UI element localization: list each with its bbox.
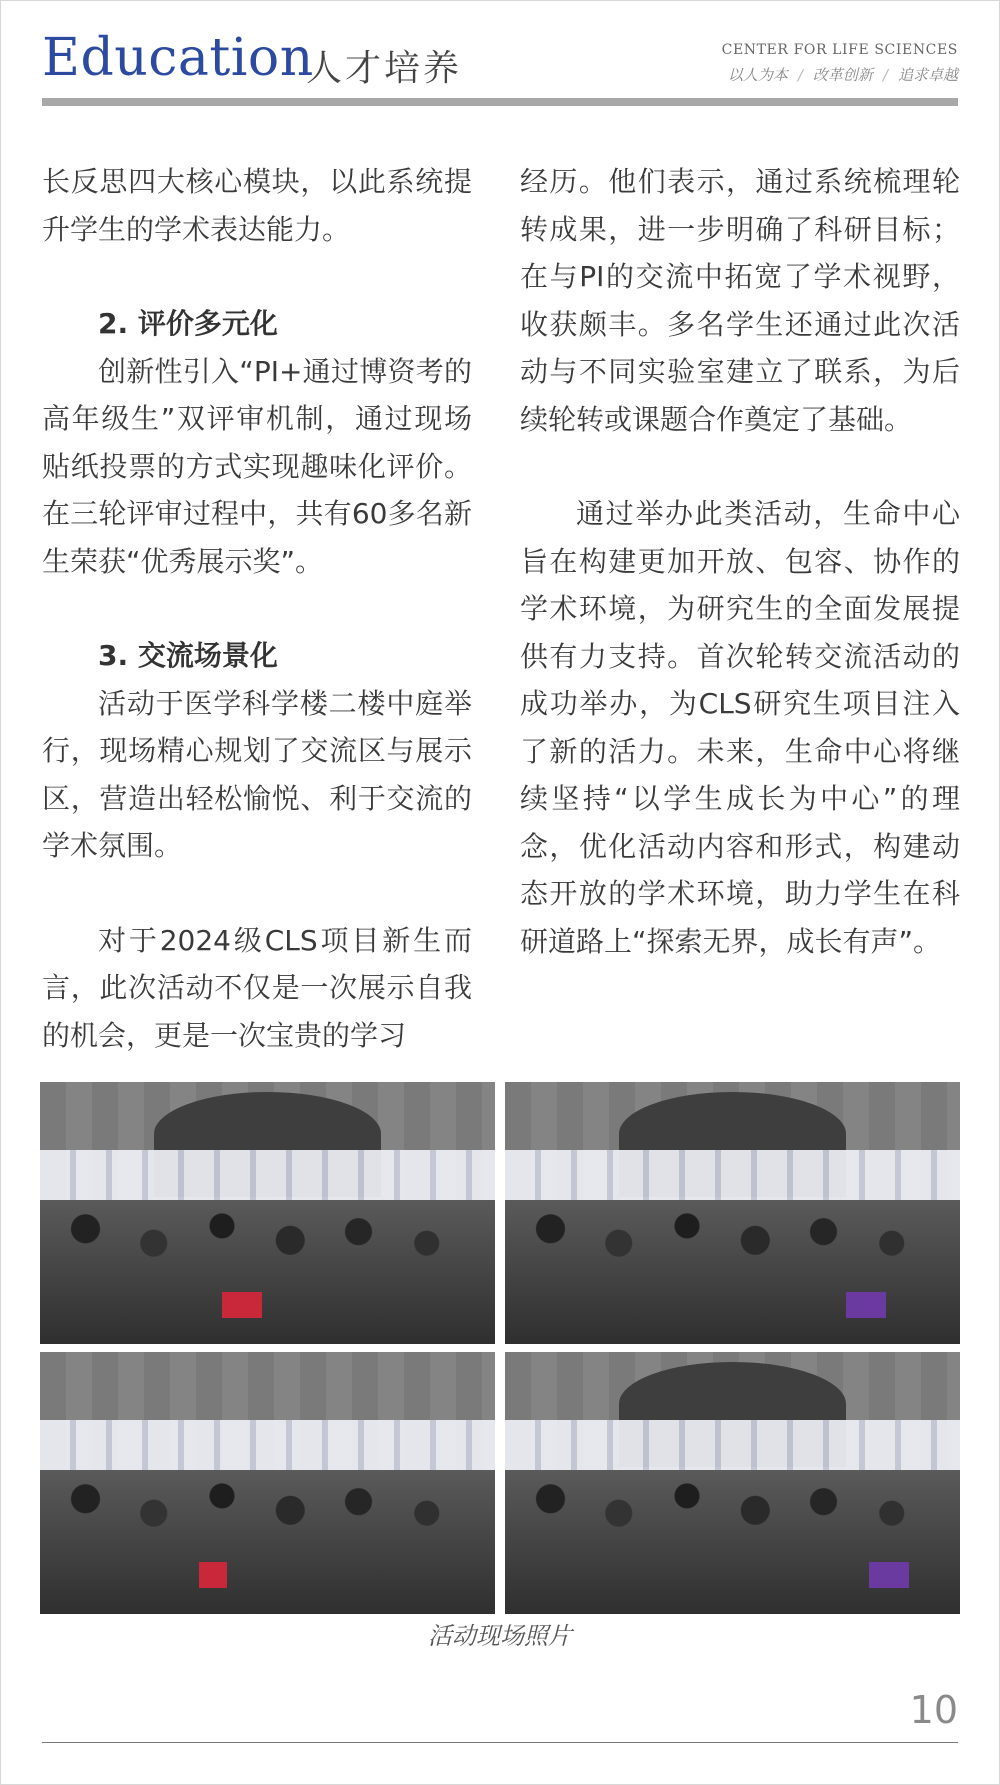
left-column: [42, 158, 472, 1059]
photo-grid: [40, 1082, 960, 1614]
event-photo: [40, 1352, 495, 1614]
motto-item: 追求卓越: [897, 66, 958, 84]
motto-separator: /: [882, 66, 888, 84]
motto-item: 改革创新: [812, 66, 873, 84]
page-number: 10: [909, 1688, 958, 1732]
paragraph: 经历。他们表示，通过系统梳理轮转成果，进一步明确了科研目标；在与PI的交流中拓宽了学术视野，收获颇丰。多名学生还通过此次活动与不同实验室建立了联系，为后续轮转或课题合作奠定了基础。: [520, 165, 960, 436]
footer-divider: [42, 1742, 958, 1743]
section-heading: 2. 评价多元化: [98, 307, 278, 340]
paragraph: 对于2024级CLS项目新生而言，此次活动不仅是一次展示自我的机会，更是一次宝贵的学习: [42, 923, 472, 1052]
section-title-en: Education: [42, 28, 314, 88]
photo-caption: 活动现场照片: [428, 1622, 572, 1650]
right-column: [520, 158, 960, 965]
paragraph: 通过举办此类活动，生命中心旨在构建更加开放、包容、协作的学术环境，为研究生的全面发展提供有力支持。首次轮转交流活动的成功举办，为CLS研究生项目注入了新的活力。未来，生命中心将继续坚持“以学生成长为中心”的理念，优化活动内容和形式，构建动态开放的学术环境，助力学生在科研道路上“探索无界，成长有声”。: [520, 497, 960, 958]
event-photo: [505, 1082, 960, 1344]
motto-separator: /: [797, 66, 803, 84]
paragraph: 长反思四大核心模块，以此系统提升学生的学术表达能力。: [42, 165, 472, 246]
page-header: [42, 28, 958, 108]
motto: [728, 64, 958, 85]
event-photo: [505, 1352, 960, 1614]
section-heading: 3. 交流场景化: [98, 639, 278, 672]
paragraph: 创新性引入“PI+通过博资考的高年级生”双评审机制，通过现场贴纸投票的方式实现趣味化评价。在三轮评审过程中，共有60多名新生荣获“优秀展示奖”。: [42, 354, 472, 578]
organization-name: CENTER FOR LIFE SCIENCES: [721, 42, 958, 58]
paragraph: 活动于医学科学楼二楼中庭举行，现场精心规划了交流区与展示区，营造出轻松愉悦、利于交流的学术氛围。: [42, 686, 472, 862]
header-divider: [42, 98, 958, 106]
motto-item: 以人为本: [727, 66, 788, 84]
event-photo: [40, 1082, 495, 1344]
section-title-cn: 人才培养: [306, 48, 463, 89]
